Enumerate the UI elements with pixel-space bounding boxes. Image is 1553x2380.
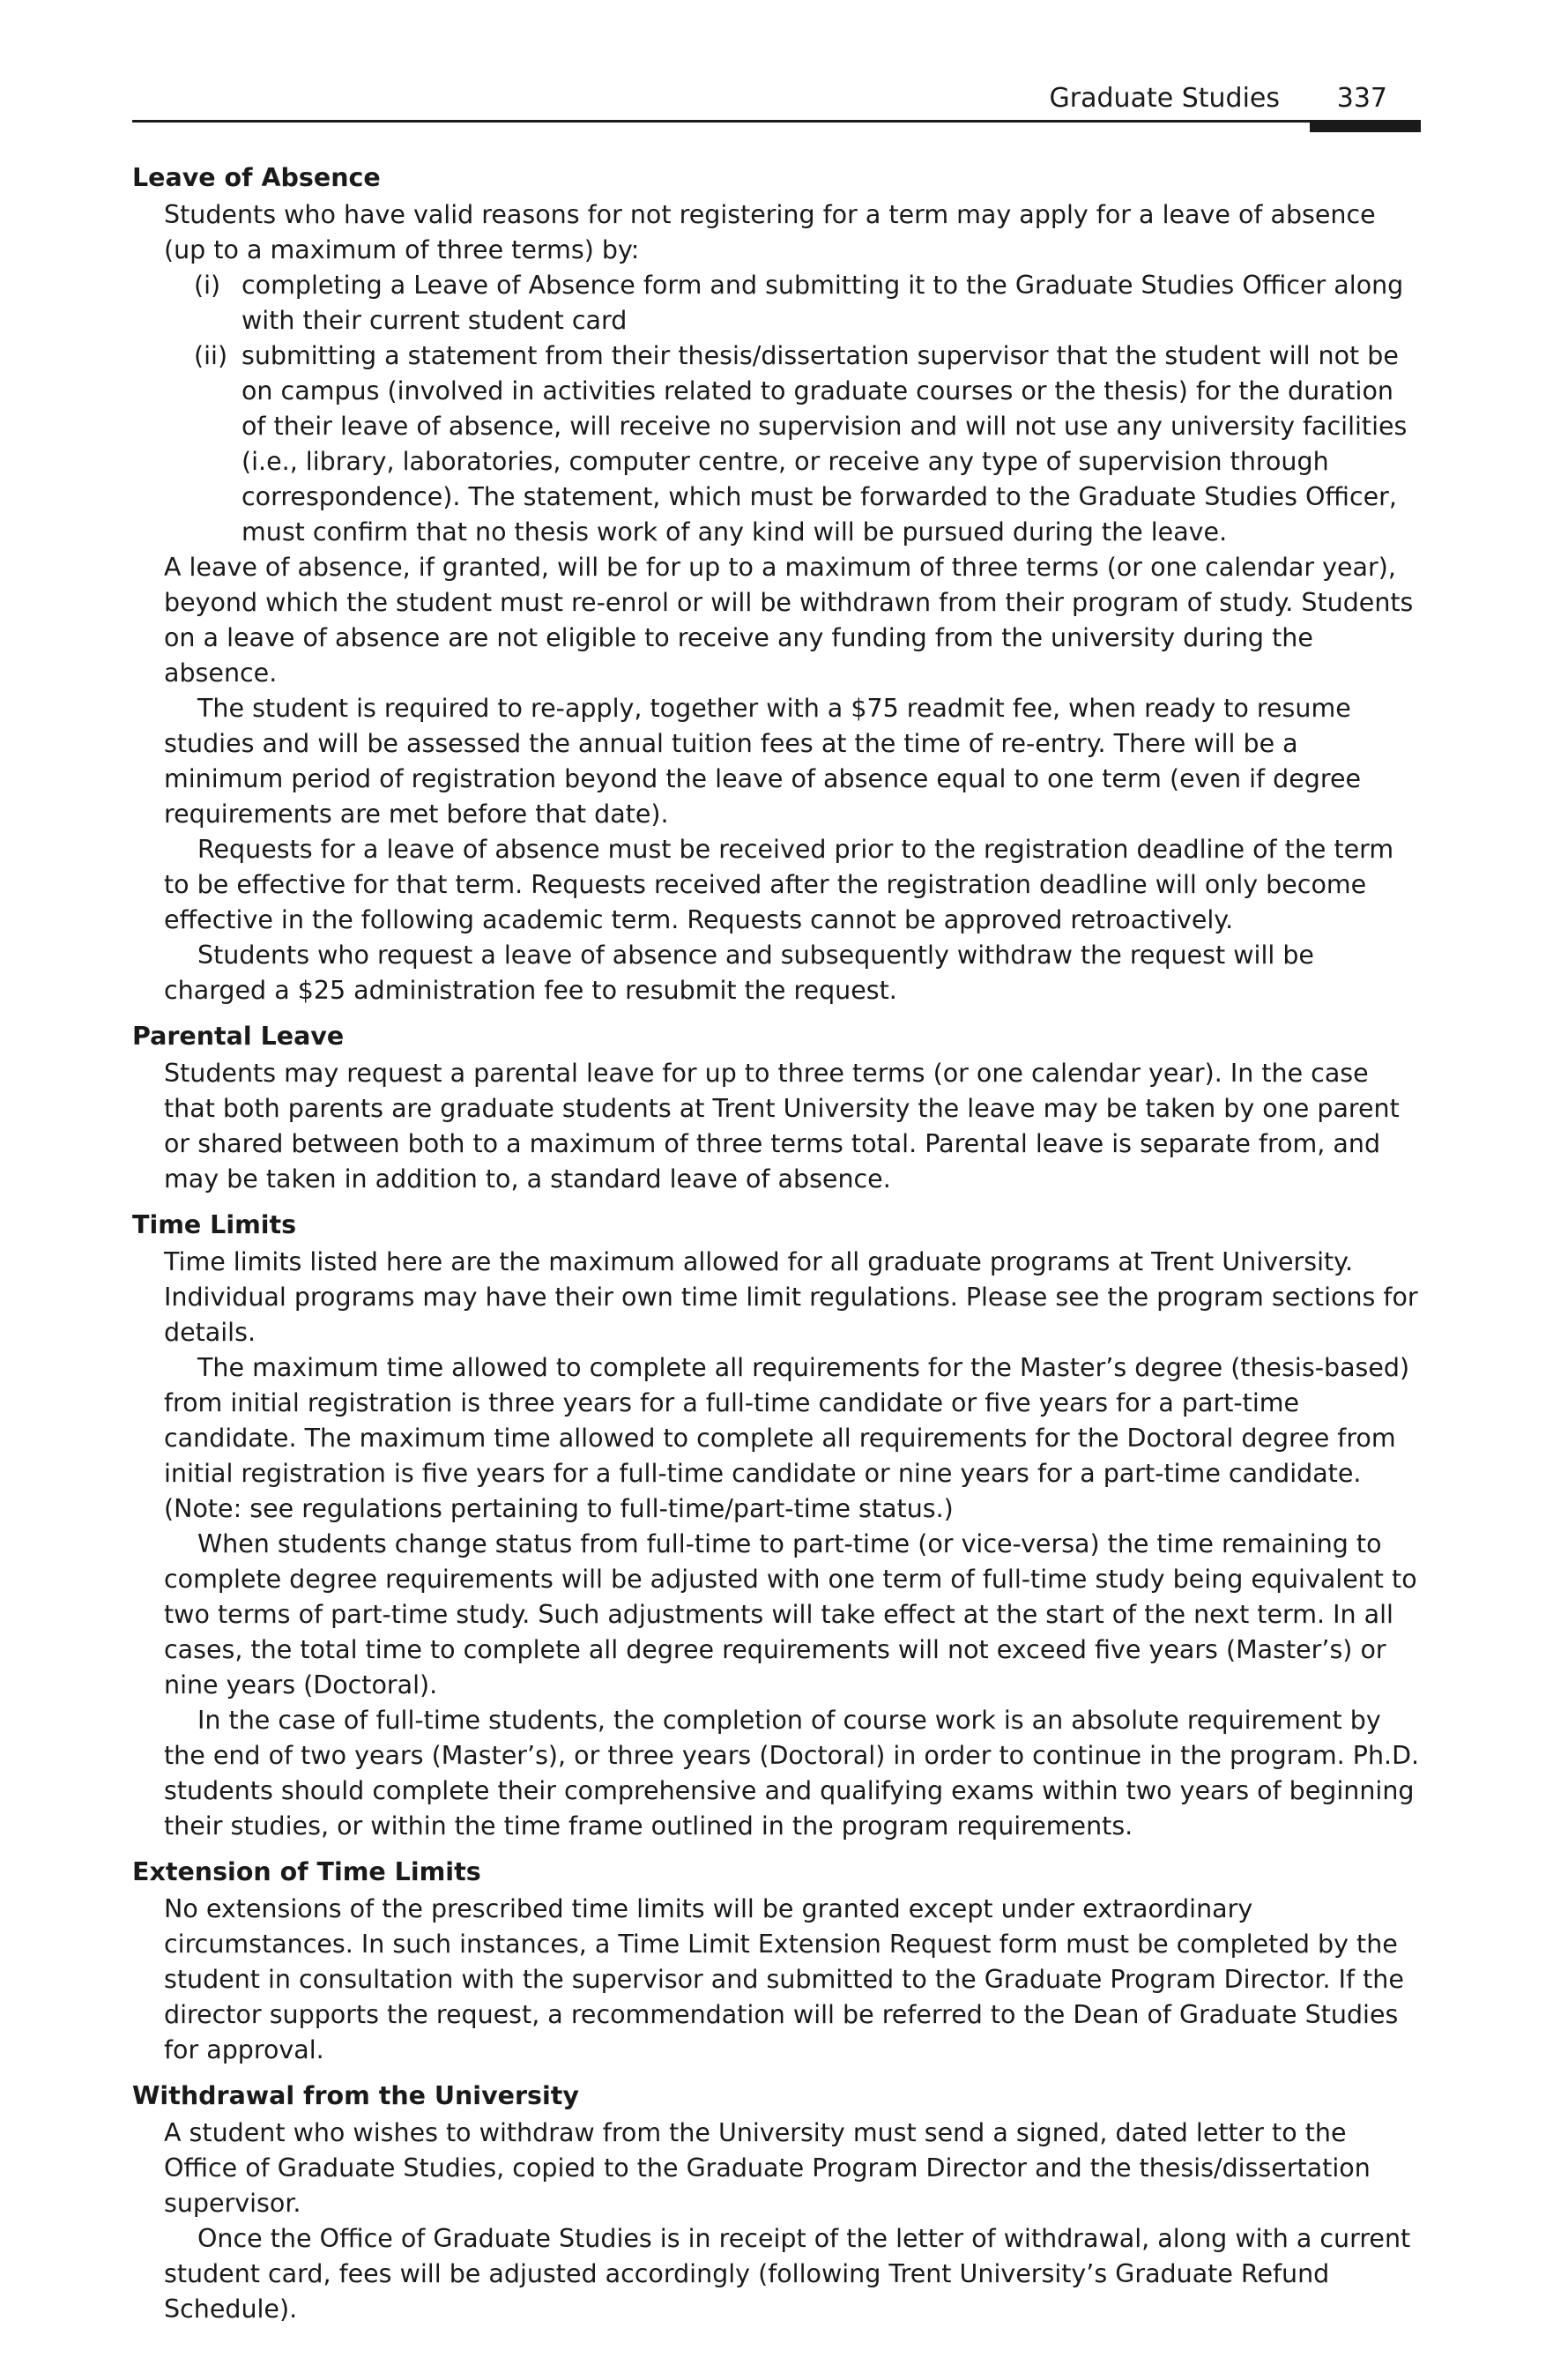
- list-item-number: (ii): [194, 341, 228, 370]
- paragraph: Students may request a parental leave for up to three terms (or one calendar year). In the case that both parents are graduate students at Trent University the leave may be taken by one parent or shared between both to a maximum of three terms total. Parental leave is separate from, and may be taken in addition to, a standard leave of absence.: [164, 1059, 1400, 1194]
- paragraph: Once the Office of Graduate Studies is in receipt of the letter of withdrawal, along with a current student card, fees will be adjusted accordingly (following Trent University’s Graduate Refund Schedule).: [164, 2224, 1411, 2324]
- list-item: [164, 338, 1421, 550]
- paragraph: Requests for a leave of absence must be received prior to the registration deadline of the term to be effective for that term. Requests received after the registration deadline will only become effective in the following academic term. Requests cannot be approved retroactively.: [164, 835, 1394, 934]
- heading-time-limits: Time Limits: [132, 1210, 297, 1239]
- paragraph: Time limits listed here are the maximum allowed for all graduate programs at Trent University. Individual programs may have their own time limit regulations. Please see the program sections for details.: [164, 1247, 1418, 1347]
- section-title: Graduate Studies: [1049, 83, 1280, 114]
- heading-withdrawal: Withdrawal from the University: [132, 2081, 579, 2110]
- paragraph: In the case of full-time students, the completion of course work is an absolute requirement by the end of two years (Master’s), or three years (Doctoral) in order to continue in the program. Ph.D. students should complete their comprehensive and qualifying exams within two years of beginning their studies, or within the time frame outlined in the program requirements.: [164, 1706, 1420, 1841]
- header-rule: [132, 120, 1421, 123]
- paragraph: When students change status from full-time to part-time (or vice-versa) the time remaining to complete degree requirements will be adjusted with one term of full-time study being equivalent to two terms of part-time study. Such adjustments will take effect at the start of the next term. In all cases, the total time to complete all degree requirements will not exceed five years (Master’s) or nine years (Doctoral).: [164, 1529, 1417, 1699]
- heading-leave-of-absence: Leave of Absence: [132, 163, 381, 192]
- page-number: 337: [1336, 83, 1387, 114]
- list-item-number: (i): [194, 271, 221, 300]
- paragraph: The student is required to re-apply, together with a $75 readmit fee, when ready to resume studies and will be assessed the annual tuition fees at the time of re-entry. There will be a minimum period of registration beyond the leave of absence equal to one term (even if degree requirements are met before that date).: [164, 694, 1362, 829]
- paragraph: No extensions of the prescribed time limits will be granted except under extraordinary circumstances. In such instances, a Time Limit Extension Request form must be completed by the student in consultation with the supervisor and submitted to the Graduate Program Director. If the director supports the request, a recommendation will be referred to the Dean of Graduate Studies for approval.: [164, 1894, 1404, 2064]
- heading-parental-leave: Parental Leave: [132, 1022, 345, 1051]
- paragraph: Students who request a leave of absence and subsequently withdraw the request will be charged a $25 administration fee to resubmit the request.: [164, 941, 1314, 1005]
- leave-intro-paragraph: Students who have valid reasons for not registering for a term may apply for a leave of absence (up to a maximum of three terms) by:: [164, 200, 1376, 264]
- list-item-text: completing a Leave of Absence form and submitting it to the Graduate Studies Officer along with their current student card: [241, 271, 1404, 335]
- running-header: [132, 79, 1421, 123]
- paragraph: A leave of absence, if granted, will be for up to a maximum of three terms (or one calendar year), beyond which the student must re-enrol or will be withdrawn from their program of study. Students on a leave of absence are not eligible to receive any funding from the university during the absence.: [164, 553, 1414, 688]
- header-tab-marker: [1310, 120, 1421, 132]
- paragraph: A student who wishes to withdraw from the University must send a signed, dated letter to the Office of Graduate Studies, copied to the Graduate Program Director and the thesis/dissertation supervisor.: [164, 2118, 1371, 2218]
- paragraph: The maximum time allowed to complete all requirements for the Master’s degree (thesis-based) from initial registration is three years for a full-time candidate or five years for a part-time candidate. The maximum time allowed to complete all requirements for the Doctoral degree from initial registration is five years for a full-time candidate or nine years for a part-time candidate. (Note: see regulations pertaining to full-time/part-time status.): [164, 1353, 1410, 1523]
- heading-extension-of-time-limits: Extension of Time Limits: [132, 1857, 481, 1886]
- list-item: [164, 268, 1421, 338]
- body-content: [132, 160, 1421, 2327]
- leave-requirements-list: [164, 268, 1421, 550]
- list-item-text: submitting a statement from their thesis/dissertation supervisor that the student will not be on campus (involved in activities related to graduate courses or the thesis) for the duration of their leave of absence, will receive no supervision and will not use any university facilities (i.e., library, laboratories, computer centre, or receive any type of supervision through correspondence). The statement, which must be forwarded to the Graduate Studies Officer, must confirm that no thesis work of any kind will be pursued during the leave.: [241, 341, 1408, 547]
